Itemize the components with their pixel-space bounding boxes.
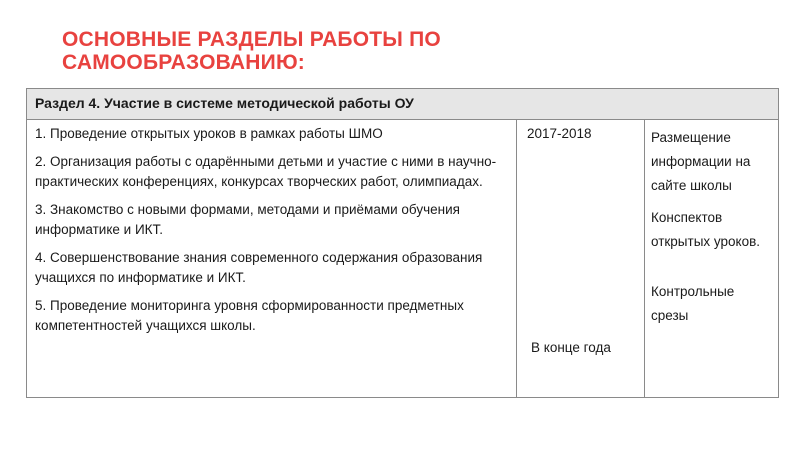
period-cell <box>517 120 645 398</box>
work-plan-table <box>26 88 779 398</box>
work-plan-table-container <box>26 88 778 398</box>
result-item: Контрольные срезы <box>651 284 735 323</box>
table-header-row <box>27 89 779 120</box>
page-title-line-1: ОСНОВНЫЕ РАЗДЕЛЫ РАБОТЫ ПО <box>62 28 441 51</box>
deadline-text: В конце года <box>531 340 611 355</box>
page-title-line-2: САМООБРАЗОВАНИЮ: <box>62 51 305 74</box>
task-item: 4. Совершенствование знания современного содержания образования учащихся по информатике и ИКТ. <box>35 250 483 285</box>
task-item: 2. Организация работы с одарёнными детьми и участие с ними в научно-практических конференциях, конкурсах творческих работ, олимпиадах. <box>35 154 497 189</box>
section-header: Раздел 4. Участие в системе методической работы ОУ <box>27 89 779 120</box>
task-item: 1. Проведение открытых уроков в рамках работы ШМО <box>35 126 383 141</box>
results-cell <box>645 120 779 398</box>
table-row <box>27 120 779 398</box>
page-title <box>62 28 622 74</box>
task-item: 5. Проведение мониторинга уровня сформированности предметных компетентностей учащихся школы. <box>35 298 464 333</box>
result-item: Размещение информации на сайте школы <box>651 130 751 193</box>
task-item: 3. Знакомство с новыми формами, методами и приёмами обучения информатике и ИКТ. <box>35 202 460 237</box>
period-years: 2017-2018 <box>527 126 592 141</box>
tasks-cell <box>27 120 517 398</box>
result-item: Конспектов открытых уроков. <box>651 210 761 249</box>
